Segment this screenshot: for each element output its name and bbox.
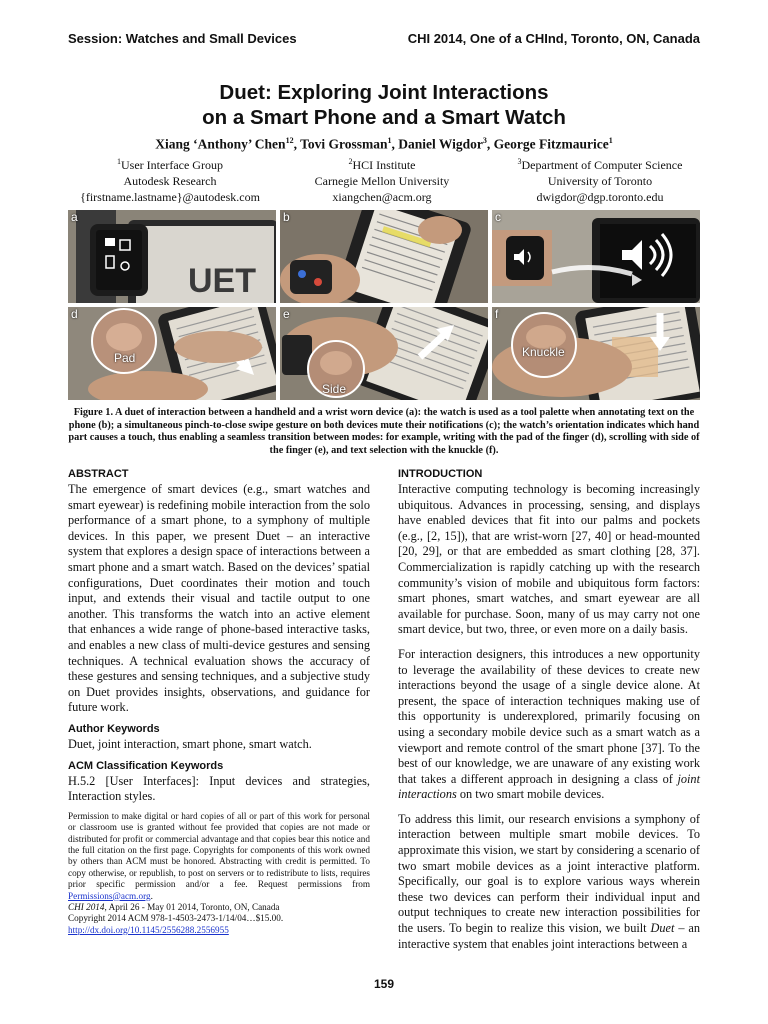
author-sup: 3 xyxy=(482,136,487,145)
aff-line: Department of Computer Science xyxy=(521,158,683,172)
affiliation-2 xyxy=(272,154,492,205)
copyright-line: Copyright 2014 ACM 978-1-4503-2473-1/14/04…$15.00. xyxy=(68,913,284,924)
venue-name: CHI 2014 xyxy=(68,901,105,912)
aff-line: User Interface Group xyxy=(121,158,223,172)
figure-1 xyxy=(68,210,700,401)
watch-tool-palette-photo xyxy=(68,210,276,303)
pinch-to-close-photo xyxy=(492,210,700,303)
figure-panel-f xyxy=(492,307,700,400)
author-sup: 12 xyxy=(285,136,294,145)
aff-line: Carnegie Mellon University xyxy=(314,174,450,188)
doi-link[interactable]: http://dx.doi.org/10.1145/2556288.2556955 xyxy=(68,924,229,935)
finger-side-photo xyxy=(280,307,488,400)
finger-pad-photo xyxy=(68,307,276,400)
intro-paragraph-3 xyxy=(398,812,700,952)
panel-letter: a xyxy=(71,210,78,224)
aff-sup: 2 xyxy=(348,157,353,166)
title-line-1: Duet: Exploring Joint Interactions xyxy=(219,81,549,104)
panel-tag: Side xyxy=(322,382,347,396)
figure-panel-c xyxy=(492,210,700,303)
panel-letter: d xyxy=(71,307,78,321)
aff-line: University of Toronto xyxy=(547,174,653,188)
figure-panel-e xyxy=(280,307,488,400)
affiliation-1 xyxy=(60,154,280,205)
intro-paragraph-2 xyxy=(398,647,700,803)
permissions-email-link[interactable]: Permissions@acm.org xyxy=(68,890,151,901)
panel-letter: e xyxy=(283,307,290,321)
panel-tag: Knuckle xyxy=(522,345,565,359)
aff-sup: 3 xyxy=(517,157,522,166)
para3-emphasis: Duet xyxy=(650,921,675,936)
para3-text: To address this limit, our research envisions a symphony of interaction between multiple smart mobile devices. To approximate this vision, we start by considering a scenario of two smart mobile devices as a joint interactive platform. Specifically, our goal is to explore various ways wherein these two devices can perform their individual input and output techniques to create new interaction possibilities for the users. To begin to realize this vision, we built xyxy=(398,811,700,936)
svg-text:UET: UET xyxy=(188,262,256,300)
annotating-text-photo xyxy=(280,210,488,303)
figure-panel-a xyxy=(68,210,276,303)
venue-details: , April 26 - May 01 2014, Toronto, ON, Canada xyxy=(104,901,280,912)
keywords-heading: Author Keywords xyxy=(68,722,160,735)
aff-email: {firstname.lastname}@autodesk.com xyxy=(80,190,260,204)
author-name: Tovi Grossman xyxy=(300,136,388,152)
panel-letter: f xyxy=(495,307,499,321)
figure-panel-d xyxy=(68,307,276,400)
running-header-session: Session: Watches and Small Devices xyxy=(68,31,297,46)
author-sup: 1 xyxy=(608,136,613,145)
permission-notice: Permission to make digital or hard copies of all or part of this work for personal or classroom use is granted without fee provided that copies are not made or distributed for profit or commercial advantage and that copies bear this notice and the full citation on the first page. Copyrights for components of this work owned by others than ACM must be honored. Abstracting with credit is permitted. To copy otherwise, or republish, to post on servers or to redistribute to lists, requires prior specific permission and/or a fee. Request permissions from Permissions@acm.org. CHI 2014, April 26 - May 01 2014, Toronto, ON, Canada Copyright 2014 ACM 978-1-4503-2473-1/14/04…$15.00. http://dx.doi.org/10.1145/2556288.2556955 xyxy=(68,810,370,935)
introduction-heading: INTRODUCTION xyxy=(398,468,483,480)
aff-email: dwigdor@dgp.toronto.edu xyxy=(536,190,664,204)
running-header-conference: CHI 2014, One of a CHInd, Toronto, ON, Canada xyxy=(407,31,700,46)
panel-letter: b xyxy=(283,210,290,224)
left-column xyxy=(68,467,370,936)
abstract-text: The emergence of smart devices (e.g., smart watches and smart eyewear) is redefining mobile interaction from the solo performance of a smart phone, to a symphony of multiple devices. In this paper, we present Duet – an interactive system that explores a design space of interactions between a smart phone and a smart watch. Based on the devices’ spatial configurations, Duet coordinates their motion and touch input, and extends their visual and tactile output to one another. This transforms the watch into an active element that enhances a wide range of phone-based interactive tasks, and enables a new class of multi-device gestures and sensing techniques. A technical evaluation shows the accuracy of these gestures and sensing techniques, and a subjective study on Duet provides insights, observations, and guidance for future work. xyxy=(68,482,370,715)
keywords-text: Duet, joint interaction, smart phone, smart watch. xyxy=(68,736,312,751)
abstract-heading: ABSTRACT xyxy=(68,468,129,480)
figure-caption: Figure 1. A duet of interaction between a handheld and a wrist worn device (a): the watch is used as a tool palette when annotating text on the phone (b); a simultaneous pinch-to-close swipe gesture on both devices mute their notifications (c); the watch’s orientation indicates which hand part causes a touch, thus enabling a seamless transition between modes: for example, writing with the pad of the finger (d), scrolling with side of the finger (e), and text selection with the knuckle (f). xyxy=(68,407,700,456)
aff-sup: 1 xyxy=(117,157,122,166)
para2-end: on two smart mobile devices. xyxy=(456,787,605,802)
affiliation-3 xyxy=(480,154,720,205)
author-name: Xiang ‘Anthony’ Chen xyxy=(155,136,286,152)
right-column xyxy=(398,467,700,952)
author-name: Daniel Wigdor xyxy=(398,136,483,152)
para2-emphasis: joint interactions xyxy=(398,771,700,802)
panel-letter: c xyxy=(495,210,501,224)
figure-panel-b xyxy=(280,210,488,303)
panel-tag: Pad xyxy=(114,351,136,365)
aff-line: HCI Institute xyxy=(352,158,416,172)
author-list: Xiang ‘Anthony’ Chen$^{12}$, Tovi Grossman$^1$, Daniel Wigdor$^3$, George Fitzmaurice$^1$ xyxy=(155,136,613,152)
para3-end: – an interactive system that enables joint interactions between a xyxy=(398,921,701,951)
acm-heading: ACM Classification Keywords xyxy=(68,759,224,772)
author-name: George Fitzmaurice xyxy=(493,136,609,152)
acm-text: H.5.2 [User Interfaces]: Input devices and strategies, Interaction styles. xyxy=(68,773,370,804)
paper-title xyxy=(0,80,768,130)
aff-email: xiangchen@acm.org xyxy=(332,190,432,204)
para2-text: For interaction designers, this introduces a new opportunity to leverage the availability of these devices to create new interactions beyond the usage of a single device alone. At present, the space of interaction techniques making use of this opportunity is underexplored, primarily focusing on using a secondary mobile device such as a smart watch as a viewport and remote control of the smart phone [37]. To the best of our knowledge, we are unaware of any existing work that takes a different approach in designing a class of xyxy=(398,646,700,786)
author-sup: 1 xyxy=(387,136,392,145)
title-line-2: on a Smart Phone and a Smart Watch xyxy=(202,106,566,129)
intro-paragraph-1: Interactive computing technology is becoming increasingly ubiquitous. Advances in processing, sensing, and displays have enabled devices that fit into our palms and pockets (e.g., [2, 15]), that are wrist-worn [27, 40] or head-mounted [20, 29], or that are embedded as smart clothing [28, 37]. Commercialization is rapidly catching up with the research community’s vision of mobile and ubiquitous form factors: smart phones, smart watches, and smart eyewear are all available for purchase. Soon, many of us may carry not one smart device, but two, three, or even more on a daily basis. xyxy=(398,482,700,637)
page-number: 159 xyxy=(373,977,395,991)
aff-line: Autodesk Research xyxy=(123,174,217,188)
permission-text: Permission to make digital or hard copies of all or part of this work for personal or classroom use is granted without fee provided that copies are not made or distributed for profit or commercial advantage and that copies bear this notice and the full citation on the first page. Copyrights for components of this work owned by others than ACM must be honored. Abstracting with credit is permitted. To copy otherwise, or republish, to post on servers or to redistribute to lists, requires prior specific permission and/or a fee. Request permissions from xyxy=(68,810,370,890)
